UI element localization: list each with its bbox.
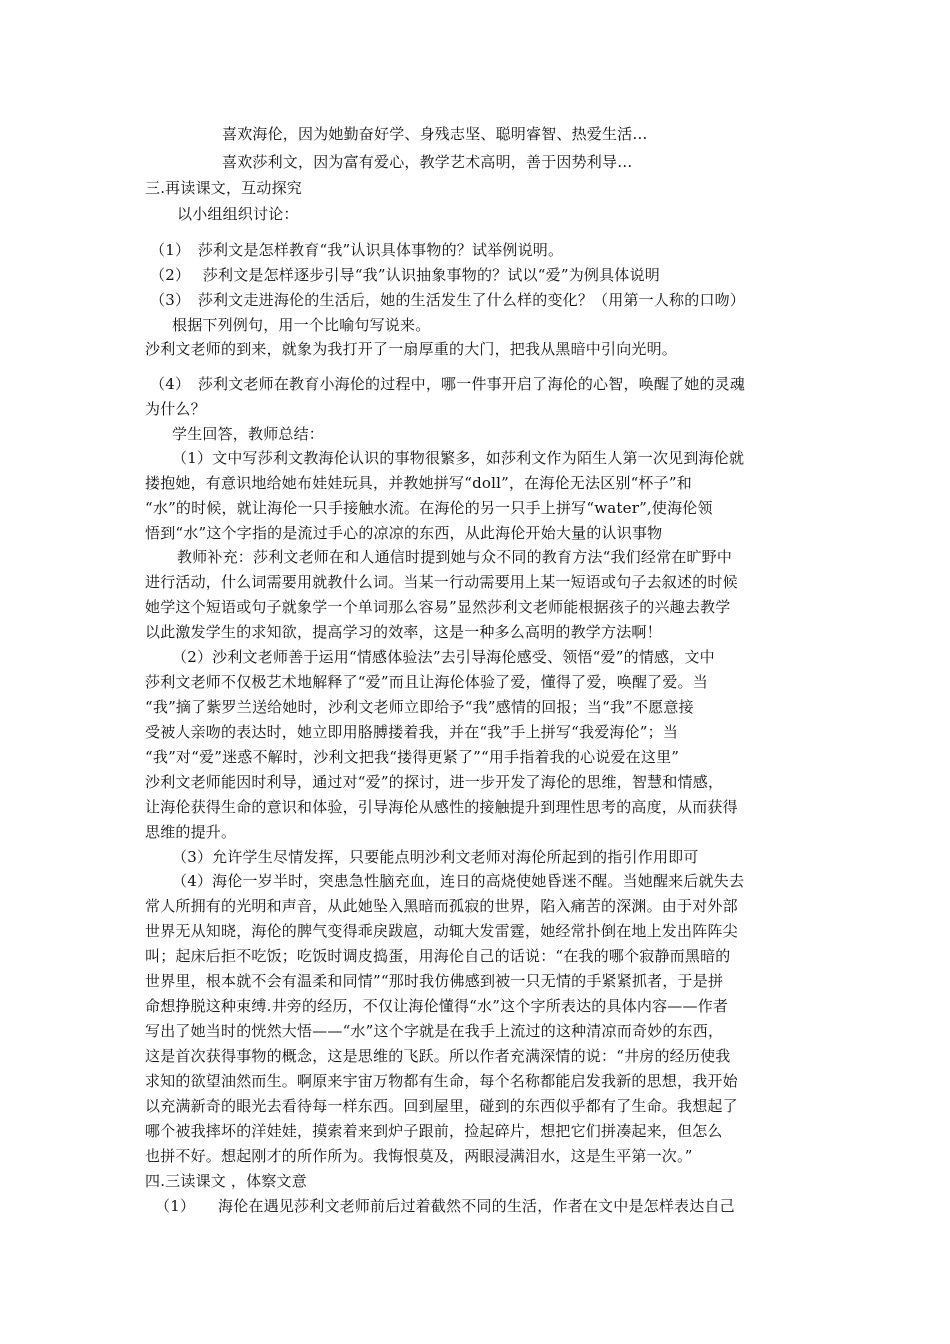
answer-2-line: 让海伦获得生命的意识和体验，引导海伦从感性的接触提升到理性思考的高度，从而获得: [145, 798, 738, 816]
answer-3-line: （3）允许学生尽情发挥，只要能点明沙利文老师对海伦所起到的指引作用即可: [172, 848, 699, 866]
text-line: 学生回答，教师总结：: [172, 425, 325, 443]
answer-2-line: “我”对“爱”迷惑不解时，沙利文把我“搂得更紧了”“用手指着我的心说爱在这里”: [145, 748, 680, 766]
example-sentence: 沙利文老师的到来，就象为我打开了一扇厚重的大门，把我从黑暗中引向光明。: [145, 340, 678, 358]
supplement-line: 她学这个短语或句子就象学一个单词那么容易”显然莎利文老师能根据孩子的兴趣去教学: [145, 598, 731, 616]
question-line: （1） 海伦在遇见莎利文老师前后过着截然不同的生活，作者在文中是怎样表达自己: [155, 1197, 735, 1215]
answer-2-line: 莎利文老师不仅极艺术地解释了“爱”而且让海伦体验了爱，懂得了爱，唤醒了爱。当: [145, 673, 708, 691]
answer-2-line: “我”摘了紫罗兰送给她时，沙利文老师立即给予“我”感情的回报；当“我”不愿意接: [145, 698, 694, 716]
answer-4-line: 这是首次获得事物的概念，这是思维的飞跃。所以作者充满深情的说：“井房的经历使我: [145, 1047, 731, 1065]
answer-2-line: 思维的提升。: [145, 823, 237, 841]
answer-2-line: 受被人亲吻的表达时，她立即用胳膊搂着我，并在“我”手上拼写“我爱海伦”；当: [145, 723, 679, 741]
answer-1-line: 搂抱她，有意识地给她布娃娃玩具，并教她拼写“doll”，在海伦无法区别“杯子”和: [145, 474, 692, 492]
answer-4-line: 写出了她当时的恍然大悟——“水”这个字就是在我手上流过的这种清凉而奇妙的东西，: [145, 1022, 724, 1040]
answer-4-line: 求知的欲望油然而生。啊原来宇宙万物都有生命，每个名称都能启发我新的思想，我开始: [145, 1072, 738, 1090]
text-line: 根据下列例句，用一个比喻句写说来。: [172, 316, 431, 334]
supplement-line: 进行活动，什么词需要用就教什么词。当某一行动需要用上某一短语或句子去叙述的时候: [145, 573, 738, 591]
answer-4-line: 也拼不好。想起刚才的所作所为。我悔恨莫及，两眼浸满泪水，这是生平第一次。”: [145, 1147, 693, 1165]
answer-4-line: 叫；起床后拒不吃饭；吃饭时调皮捣蛋，用海伦自己的话说：“在我的哪个寂静而黑暗的: [145, 947, 731, 965]
text-line: 为什么？: [145, 400, 206, 418]
answer-1-line: “水”的时候，就让海伦一只手接触水流。在海伦的另一只手上拼写“water”,使海伦领: [145, 499, 713, 517]
supplement-line: 教师补充：莎利文老师在和人通信时提到她与众不同的教育方法“我们经常在旷野中: [177, 548, 733, 566]
answer-1-line: （1）文中写莎利文教海伦认识的事物很繁多，如莎利文作为陌生人第一次见到海伦就: [172, 449, 745, 467]
answer-1-line: 悟到“水”这个字指的是流过手心的凉凉的东西，从此海伦开始大量的认识事物: [145, 524, 663, 542]
answer-4-line: 世界里，根本就不会有温柔和同情”“那时我仿佛感到被一只无情的手紧紧抓者，于是拼: [145, 972, 724, 990]
answer-4-line: 常人所拥有的光明和声音，从此她坠入黑暗而孤寂的世界，陷入痛苦的深渊。由于对外部: [145, 897, 738, 915]
answer-2-line: 沙利文老师能因时利导，通过对“爱”的探讨，进一步开发了海伦的思维，智慧和情感，: [145, 773, 724, 791]
text-line: 喜欢海伦，因为她勤奋好学、身残志坚、聪明睿智、热爱生活…: [222, 125, 648, 143]
question-2: （2） 莎利文是怎样逐步引导“我”认识抽象事物的？试以“爱”为例具体说明: [150, 266, 660, 284]
answer-2-line: （2）沙利文老师善于运用“情感体验法”去引导海伦感受、领悟“爱”的情感，文中: [172, 648, 715, 666]
answer-4-line: 以充满新奇的眼光去看待每一样东西。回到屋里，碰到的东西似乎都有了生命。我想起了: [145, 1097, 738, 1115]
text-line: 以小组组织讨论：: [177, 205, 299, 223]
question-4: （4） 莎利文老师在教育小海伦的过程中，哪一件事开启了海伦的心智，唤醒了她的灵魂: [150, 375, 746, 393]
section-heading: 四.三读课文 ，体察文意: [145, 1172, 307, 1190]
answer-4-line: （4）海伦一岁半时，突患急性脑充血，连日的高烧使她昏迷不醒。当她醒来后就失去: [172, 872, 745, 890]
section-heading: 三.再读课文，互动探究: [145, 179, 302, 197]
supplement-line: 以此激发学生的求知欲，提高学习的效率，这是一种多么高明的教学方法啊！: [145, 623, 662, 641]
answer-4-line: 哪个被我摔坏的洋娃娃，摸索着来到炉子跟前，捡起碎片，想把它们拼凑起来，但怎么: [145, 1122, 723, 1140]
question-3: （3） 莎利文走进海伦的生活后，她的生活发生了什么样的变化？（用第一人称的口吻）: [150, 291, 746, 309]
answer-4-line: 世界无从知晓，海伦的脾气变得乖戾跋扈，动辄大发雷霆，她经常扑倒在地上发出阵阵尖: [145, 922, 738, 940]
text-line: 喜欢莎利文，因为富有爱心，教学艺术高明，善于因势利导…: [222, 153, 633, 171]
question-1: （1） 莎利文是怎样教育“我”认识具体事物的？试举例说明。: [150, 241, 564, 259]
answer-4-line: 命想挣脱这种束缚.井旁的经历，不仅让海伦懂得“水”这个字所表达的具体内容——作者: [145, 997, 729, 1015]
